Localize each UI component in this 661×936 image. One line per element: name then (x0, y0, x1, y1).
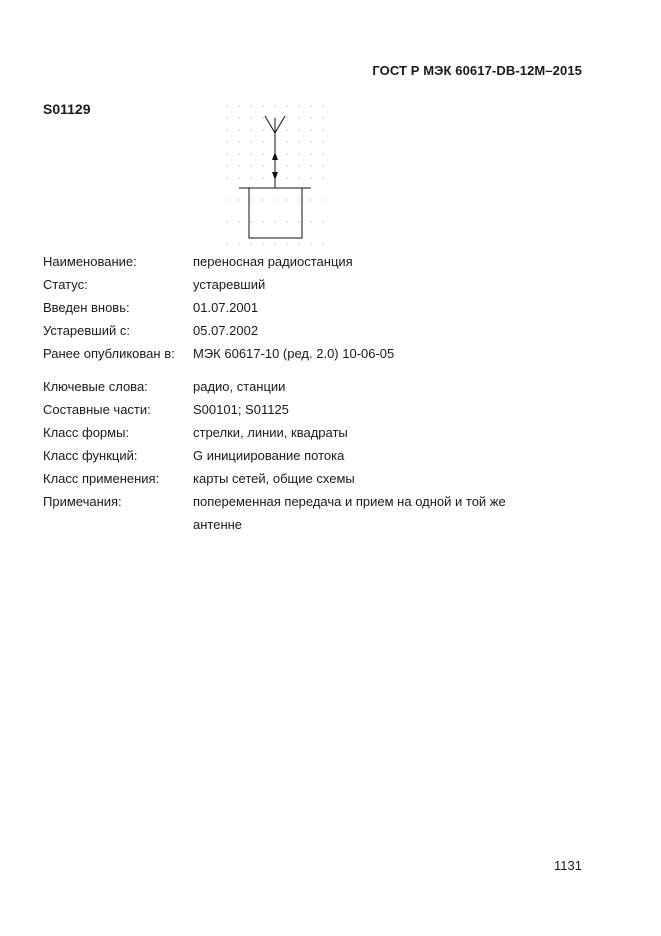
field-label: Ранее опубликован в: (43, 346, 175, 361)
grid-dot (250, 199, 251, 200)
grid-dot (262, 165, 263, 166)
field-notes-continuation (43, 513, 603, 536)
field-introduced (43, 296, 603, 319)
grid-dot (310, 129, 311, 130)
grid-dot (226, 221, 227, 222)
grid-dot (310, 199, 311, 200)
grid-dot (310, 177, 311, 178)
grid-dot (226, 141, 227, 142)
field-value: попеременная передача и прием на одной и той же (193, 494, 506, 509)
grid-dot (250, 177, 251, 178)
grid-dot (262, 243, 263, 244)
field-name (43, 250, 603, 273)
grid-dot (310, 221, 311, 222)
field-value: МЭК 60617-10 (ред. 2.0) 10-06-05 (193, 346, 395, 361)
antenna-left-arm (265, 116, 275, 133)
field-value: карты сетей, общие схемы (193, 471, 355, 486)
field-label-empty (43, 513, 193, 536)
field-value: стрелки, линии, квадраты (193, 425, 348, 440)
grid-dot (226, 243, 227, 244)
page-number: 1131 (554, 858, 582, 873)
grid-dot (226, 129, 227, 130)
grid-dot (262, 221, 263, 222)
grid-dot (298, 141, 299, 142)
grid-dot (262, 177, 263, 178)
grid-dot (322, 117, 323, 118)
grid-dot (238, 199, 239, 200)
field-value: радио, станции (193, 379, 286, 394)
grid-dot (274, 243, 275, 244)
field-label: Устаревший с: (43, 323, 130, 338)
grid-dot (298, 199, 299, 200)
arrow-down (272, 172, 278, 180)
grid-dot (286, 165, 287, 166)
grid-dot (238, 153, 239, 154)
document-header: ГОСТ Р МЭК 60617-DB-12M–2015 (372, 63, 582, 78)
field-value: S00101; S01125 (193, 402, 289, 417)
grid-dot (250, 105, 251, 106)
field-notes (43, 490, 603, 513)
station-box (249, 188, 302, 238)
grid-dot (286, 199, 287, 200)
field-label: Статус: (43, 277, 88, 292)
grid-dot (226, 153, 227, 154)
field-label: Класс функций: (43, 448, 138, 463)
field-parts (43, 398, 603, 421)
grid-dot (238, 243, 239, 244)
grid-dot (238, 117, 239, 118)
field-label: Класс применения: (43, 471, 160, 486)
field-label: Введен вновь: (43, 300, 130, 315)
field-value: переносная радиостанция (193, 254, 353, 269)
grid-dot (310, 243, 311, 244)
grid-dot (238, 221, 239, 222)
grid-dot (322, 141, 323, 142)
grid-dot (250, 221, 251, 222)
grid-dot (298, 105, 299, 106)
grid-dot (322, 129, 323, 130)
grid-dot (286, 243, 287, 244)
grid-dot (286, 153, 287, 154)
grid-dot (238, 177, 239, 178)
field-label: Наименование: (43, 254, 137, 269)
grid-dot (322, 153, 323, 154)
grid-dot (226, 177, 227, 178)
grid-dot (298, 117, 299, 118)
field-label: Составные части: (43, 402, 151, 417)
grid-dot (250, 129, 251, 130)
field-value: устаревший (193, 277, 266, 292)
grid-dot (226, 165, 227, 166)
field-published (43, 342, 603, 365)
field-application-class (43, 467, 603, 490)
portable-radio-station-symbol-icon (222, 103, 332, 248)
arrow-up (272, 152, 278, 160)
grid-dot (262, 199, 263, 200)
symbol-code: S01129 (43, 101, 91, 117)
symbol-properties (43, 250, 603, 536)
field-value: 01.07.2001 (193, 300, 259, 315)
field-value: 05.07.2002 (193, 323, 259, 338)
grid-dot (298, 165, 299, 166)
grid-dot (322, 165, 323, 166)
grid-dot (286, 105, 287, 106)
grid-dot (250, 165, 251, 166)
grid-dot (286, 117, 287, 118)
field-label: Ключевые слова: (43, 379, 148, 394)
grid-dot (310, 105, 311, 106)
field-keywords (43, 375, 603, 398)
field-value: G инициирование потока (193, 448, 345, 463)
grid-dot (238, 141, 239, 142)
field-shape-class (43, 421, 603, 444)
grid-dot (226, 105, 227, 106)
grid-dot (250, 243, 251, 244)
grid-dot (262, 129, 263, 130)
grid-dot (322, 243, 323, 244)
grid-dot (226, 117, 227, 118)
field-label: Класс формы: (43, 425, 130, 440)
grid-dot (298, 221, 299, 222)
grid-dot (250, 117, 251, 118)
grid-dot (322, 177, 323, 178)
grid-dot (298, 243, 299, 244)
grid-dot (226, 199, 227, 200)
grid-dot (238, 105, 239, 106)
grid-dot (298, 177, 299, 178)
grid-dot (262, 153, 263, 154)
grid-dot (250, 141, 251, 142)
grid-dot (250, 153, 251, 154)
field-obsolete (43, 319, 603, 342)
grid-dot (322, 105, 323, 106)
grid-dot (262, 117, 263, 118)
section-divider-gap (43, 365, 603, 375)
field-value: антенне (193, 517, 243, 532)
grid-dot (322, 199, 323, 200)
grid-dot (298, 153, 299, 154)
grid-dot (274, 105, 275, 106)
field-function-class (43, 444, 603, 467)
grid-dot (286, 141, 287, 142)
grid-dot (262, 105, 263, 106)
grid-dot (286, 177, 287, 178)
grid-dot (322, 221, 323, 222)
grid-dot (238, 165, 239, 166)
grid-dot (310, 117, 311, 118)
grid-dot (298, 129, 299, 130)
grid-dot (274, 221, 275, 222)
grid-dot (310, 153, 311, 154)
antenna-right-arm (275, 116, 285, 133)
grid-dot (262, 141, 263, 142)
grid-dot (286, 129, 287, 130)
field-label: Примечания: (43, 494, 122, 509)
grid-dot (238, 129, 239, 130)
grid-dot (310, 165, 311, 166)
grid-dot (310, 141, 311, 142)
field-status (43, 273, 603, 296)
grid-dot (274, 199, 275, 200)
grid-dot (286, 221, 287, 222)
